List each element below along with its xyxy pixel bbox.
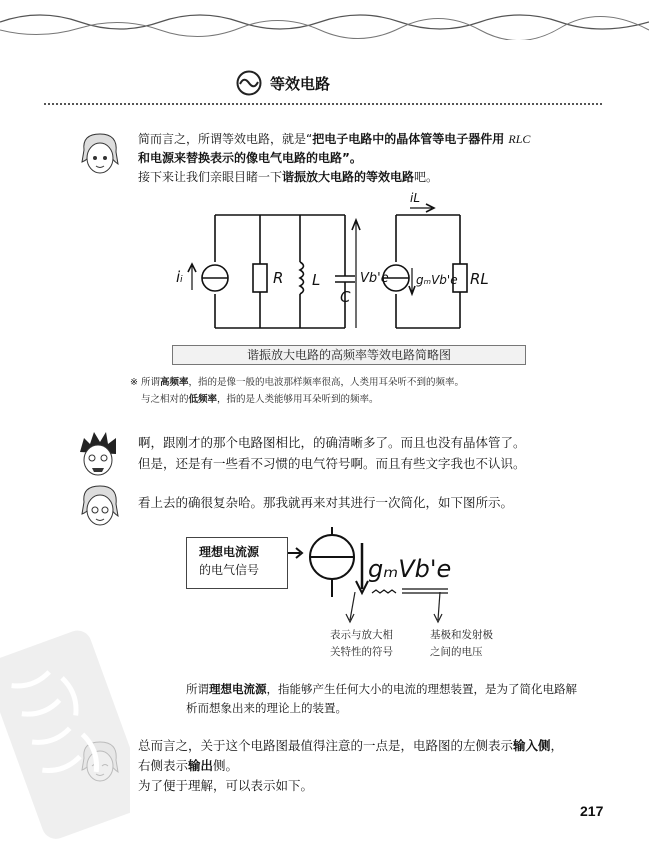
dialog-3: 看上去的确很复杂哈。那我就再来对其进行一次简化，如下图所示。 [138, 495, 514, 510]
girl-avatar [78, 130, 122, 180]
label-vbe: Vb'e [360, 271, 389, 286]
dialog-4: 总而言之，关于这个电路图最值得注意的一点是，电路图的左侧表示输入侧， 右侧表示输出侧。 为了便于理解，可以表示如下。 [138, 738, 564, 793]
section-heading [236, 70, 330, 96]
section-title: 等效电路 [270, 74, 331, 93]
dialog-2: 啊，跟刚才的那个电路图相比，的确清晰多了。而且也没有晶体管了。 但是，还是有一些看不习惯的电气符号啊。而且有些文字我也不认识。 [138, 435, 526, 471]
boy-avatar [76, 430, 120, 480]
watermark-stamp [0, 620, 130, 845]
girl-avatar [78, 482, 122, 532]
page-number: 217 [580, 803, 604, 819]
label-l: L [312, 271, 321, 289]
label-gm-vbe: gₘVb'e [416, 273, 458, 287]
circuit-caption: 谐振放大电路的高频率等效电路简略图 [172, 345, 526, 365]
section-divider [44, 103, 602, 105]
equivalent-circuit-diagram [170, 190, 500, 340]
annotation-amplification: 表示与放大相 关特性的符号 [330, 629, 393, 658]
label-rl: RL [470, 270, 489, 288]
label-ii: iᵢ [176, 268, 183, 286]
ideal-source-explanation: 所谓理想电流源，指能够产生任何大小的电流的理想装置，是为了简化电路解 析而想象出来的理论上的装置。 [186, 682, 577, 715]
ideal-source-box: 理想电流源 的电气信号 [186, 537, 288, 589]
annotation-base-emitter: 基极和发射极 之间的电压 [430, 629, 493, 658]
note-frequency: ※ 所谓高频率，指的是像一般的电波那样频率很高，人类用耳朵听不到的频率。 与之相对的低频率，指的是人类能够用耳朵听到的频率。 [130, 377, 465, 405]
header-wave-decoration [0, 0, 649, 40]
sine-wave-icon [236, 70, 262, 96]
annotation-arrows [340, 592, 460, 626]
dialog-1: 简而言之，所谓等效电路，就是“把电子电路中的晶体管等电子器件用 RLC 和电源来替换表示的像电气电路的电路”。 接下来让我们亲眼目睹一下谐振放大电路的等效电路吧。 [138, 132, 531, 184]
label-il: iL [410, 191, 421, 205]
label-c: C [340, 288, 351, 306]
label-r: R [273, 269, 284, 287]
formula-gm-vbe: gₘVb'e [368, 555, 452, 583]
